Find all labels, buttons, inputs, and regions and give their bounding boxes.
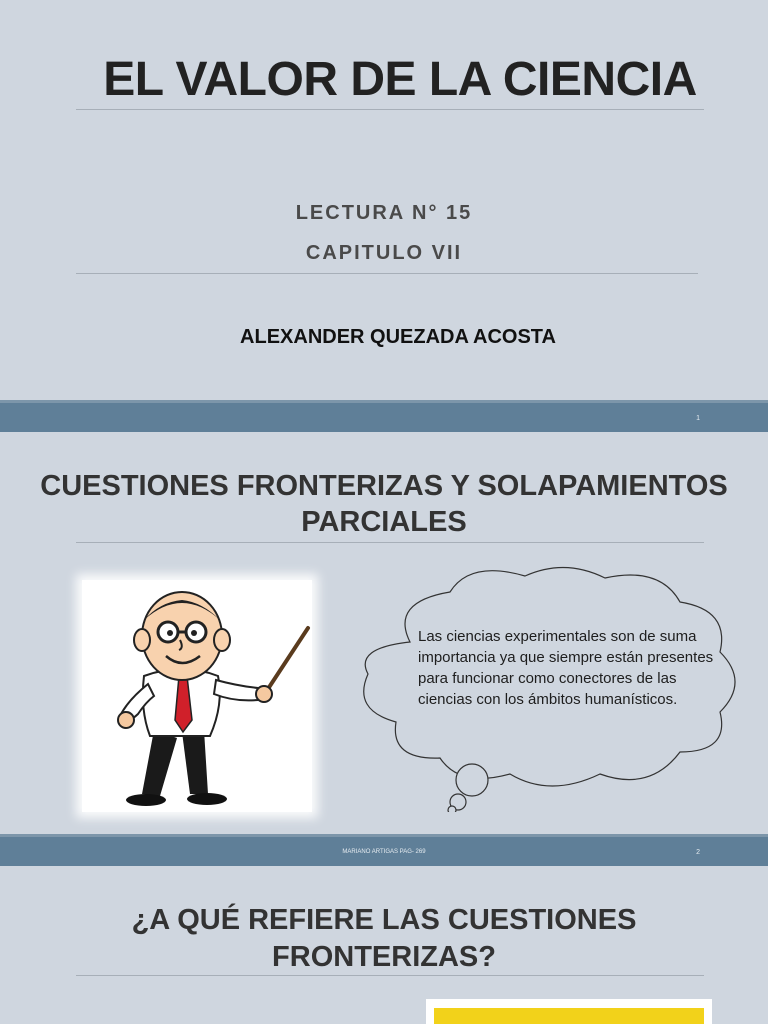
highlight-card-fill — [434, 1008, 704, 1024]
slide-1-title: EL VALOR DE LA CIENCIA — [103, 53, 697, 106]
author-name: ALEXANDER QUEZADA ACOSTA — [240, 326, 556, 348]
title-divider — [76, 109, 704, 110]
citation-footer: MARIANO ARTIGAS PAG- 269 — [342, 849, 426, 855]
cloud-text: Las ciencias experimentales son de suma importancia ya que siempre están presentes para funcionar como conectores de las ciencias con los ámbitos humanísticos. — [418, 628, 714, 708]
chapter-label: CAPITULO VII — [305, 242, 463, 264]
title-divider — [76, 542, 704, 543]
teacher-cartoon-icon — [82, 580, 312, 812]
subtitle-divider — [76, 273, 698, 274]
slide-1-footer-band — [0, 400, 768, 432]
page-number-1: 1 — [696, 415, 700, 422]
highlight-card — [426, 999, 712, 1024]
slide-2-footer-band — [0, 834, 768, 866]
slide-2-title: CUESTIONES FRONTERIZAS Y SOLAPAMIENTOS PARCIALES — [40, 470, 728, 538]
slide-3-title: ¿A QUÉ REFIERE LAS CUESTIONES FRONTERIZAS? — [131, 904, 637, 973]
slide-2 — [0, 432, 768, 834]
slide-1 — [0, 0, 768, 400]
slide-3 — [0, 866, 768, 1024]
page-number-2: 2 — [696, 849, 700, 856]
lecture-number: LECTURA N° 15 — [295, 202, 473, 224]
title-divider — [76, 975, 704, 976]
